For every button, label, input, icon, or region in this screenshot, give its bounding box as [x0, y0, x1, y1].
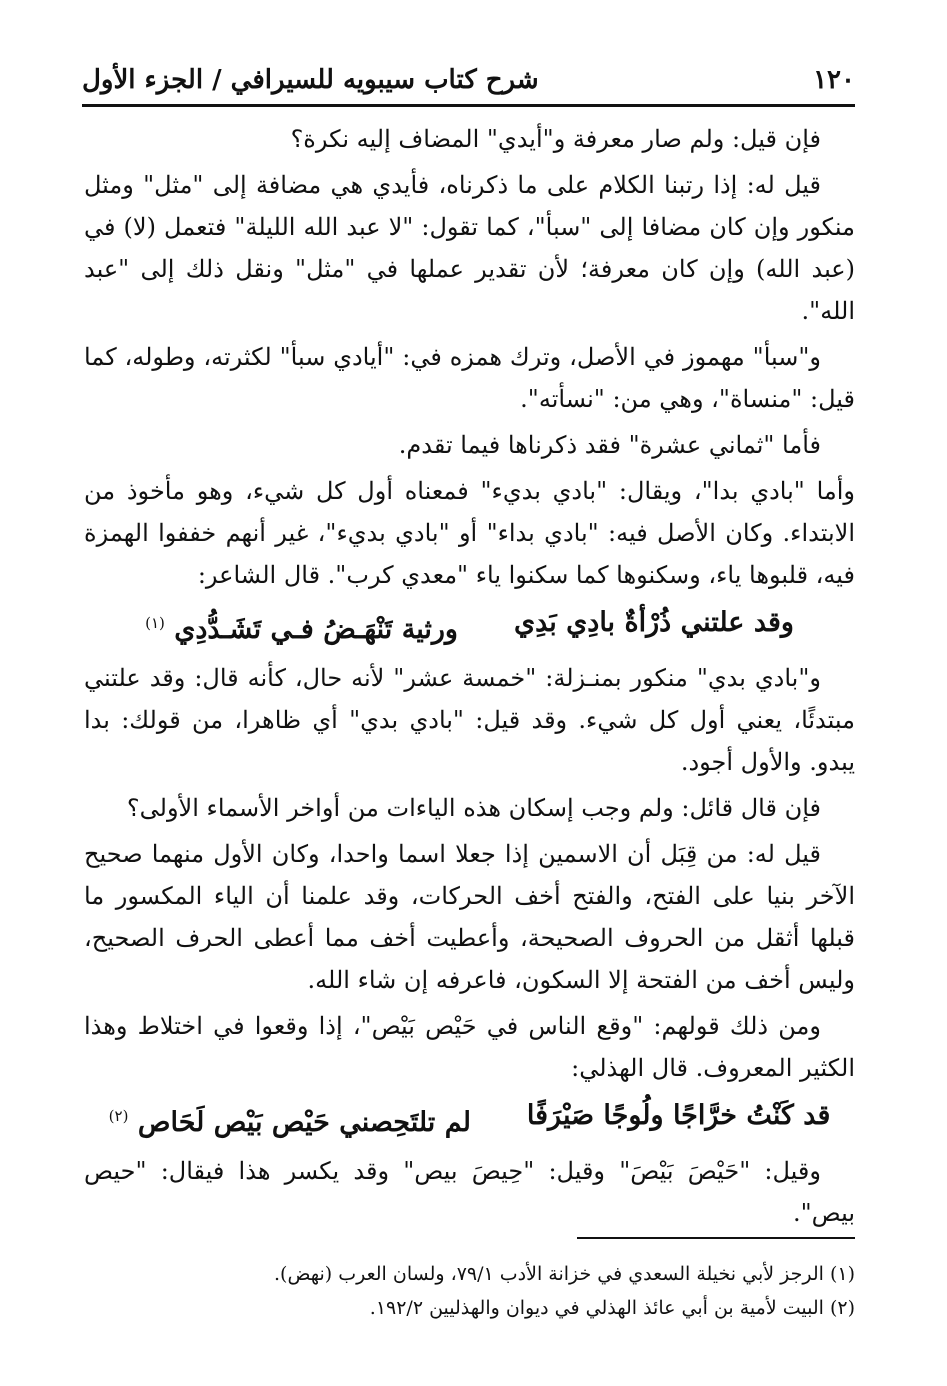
- footnote-mark: (٢): [108, 1107, 129, 1125]
- page-number: ١٢٠: [813, 65, 855, 95]
- paragraph: قيل له: من قِبَل أن الاسمين إذا جعلا اسما واحدا، وكان الأول منهما صحيح الآخر بنيا على الفتح، والفتح أخف الحركات، وقد علمنا أن الياء المكسور ما قبلها أثقل من الحروف الصحيحة، وأعطيت أخف مما أعطى الحرف الصحيح، وليس أخف من الفتحة إلا السكون، فاعرفه إن شاء الله.: [84, 840, 855, 994]
- verse-hemistich-second: ورثية تَنْهَـضُ فـي تَشَـدُّدِي $^{(١)}$: [145, 614, 458, 645]
- footnote: (١) الرجز لأبي نخيلة السعدي في خزانة الأدب ٧٩/١، ولسان العرب (نهض).: [274, 1263, 855, 1285]
- paragraph: وقيل: "حَيْصَ بَيْصَ" وقيل: "حِيصَ بيص" وقد يكسر هذا فيقال: "حيص بيص".: [84, 1157, 855, 1227]
- verse-line-2: [84, 1093, 855, 1146]
- paragraph: فإن قيل: ولم صار معرفة و"أيدي" المضاف إليه نكرة؟: [290, 125, 821, 153]
- main-text: [84, 118, 855, 1238]
- footnote-mark: (١): [145, 614, 165, 632]
- footnote-divider: [577, 1237, 855, 1239]
- verse-hemistich-first: وقد علتني ذُرْأةٌ بادِي بَدِي: [513, 607, 794, 638]
- paragraph: ومن ذلك قولهم: "وقع الناس في حَيْص بَيْص"، إذا وقعوا في اختلاط وهذا الكثير المعروف. قال الهذلي:: [84, 1012, 855, 1082]
- verse-line-1: [84, 600, 855, 653]
- paragraph: وأما "بادي بدا"، ويقال: "بادي بديء" فمعناه أول كل شيء، وهو مأخوذ من الابتداء. وكان الأصل فيه: "بادي بداء" أو "بادي بديء"، غير أنهم خففوا الهمزة فيه، قلبوها ياء، وسكنوها كما سكنوا ياء "معدي كرب". قال الشاعر:: [84, 477, 855, 589]
- footnote: (٢) البيت لأمية بن أبي عائذ الهذلي في ديوان والهذليين ١٩٢/٢.: [369, 1297, 855, 1319]
- header-divider: [82, 104, 855, 107]
- paragraph: فأما "ثماني عشرة" فقد ذكرناها فيما تقدم.: [398, 431, 821, 459]
- paragraph: و"سبأ" مهموز في الأصل، وترك همزه في: "أيادي سبأ" لكثرته، وطوله، كما قيل: "منساة"، وهي من: "نسأته".: [84, 343, 855, 413]
- verse-hemistich-second: لم تلتَحِصني حَيْص بَيْص لَحَاص $^{(٢)}$: [108, 1107, 471, 1138]
- paragraph: فإن قال قائل: ولم وجب إسكان هذه الياءات من أواخر الأسماء الأولى؟: [126, 794, 821, 822]
- footnotes: [84, 1257, 855, 1325]
- page-header: [82, 58, 855, 102]
- paragraph: قيل له: إذا رتبنا الكلام على ما ذكرناه، فأيدي هي مضافة إلى "مثل" ومثل منكور وإن كان مضافا إلى "سبأ"، كما تقول: "لا عبد الله الليلة" فتعمل (لا) في (عبد الله) وإن كان معرفة؛ لأن تقدير عملها في "مثل" ونقل ذلك إلى "عبد الله".: [84, 171, 855, 325]
- running-title: شرح كتاب سيبويه للسيرافي / الجزء الأول: [82, 65, 539, 95]
- verse-hemistich-first: قد كَنْتُ خرَّاجًا ولُوجًا صَيْرَفًا: [526, 1100, 831, 1131]
- paragraph: و"بادي بدي" منكور بمنـزلة: "خمسة عشر" لأنه حال، كأنه قال: وقد علتني مبتدئًا، يعني أول كل شيء. وقد قيل: "بادي بدي" أي ظاهرا، من قولك: بدا يبدو. والأول أجود.: [84, 664, 855, 776]
